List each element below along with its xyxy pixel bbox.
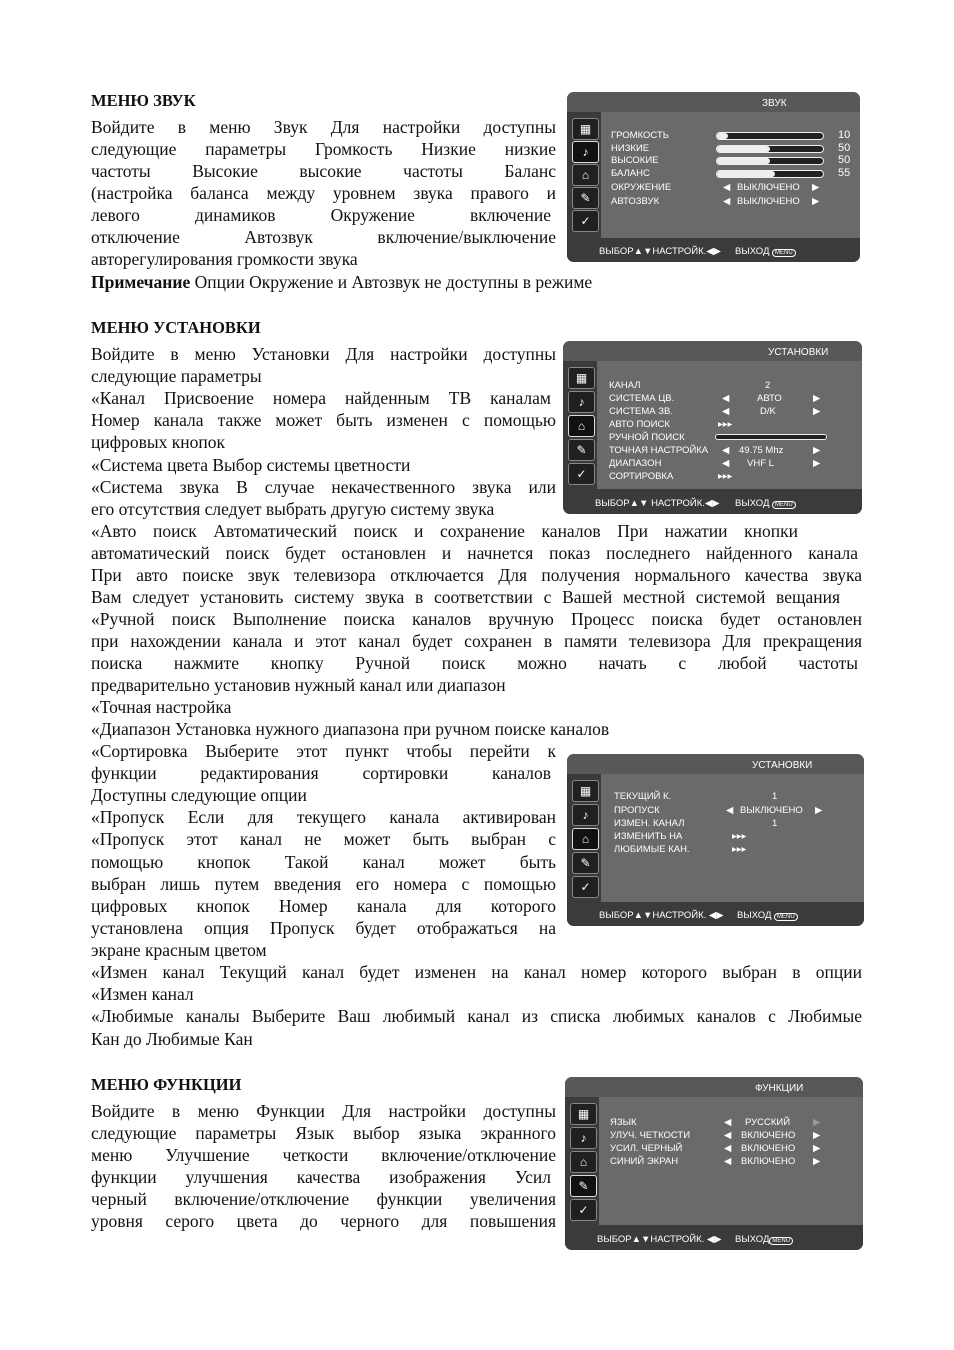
note-text: Опции Окружение и Автозвук не доступны в режиме (190, 272, 593, 292)
section-heading-sound: МЕНЮ ЗВУК (91, 91, 196, 110)
text-line: его отсутствия следует выбрать другую систему звука (91, 499, 495, 519)
up-down-arrows-icon: ▲▼ (629, 498, 649, 509)
wrench-icon: ✎ (572, 852, 599, 874)
text-line: установлена опция Пропуск будет отображаться на (91, 918, 556, 938)
text-line: отключение Автозвук включение/выключение (91, 227, 556, 247)
text-line: Доступны следующие опции (91, 785, 307, 805)
text-line: Вам следует установить систему звука в соответствии с Вашей местной системой вещания (91, 587, 840, 607)
menu-item-label: ВЫСОКИЕ (611, 155, 659, 166)
menu-item-label: СОРТИРОВКА (609, 471, 674, 482)
text-line: цифровых кнопок Номер канала для которого (91, 896, 556, 916)
music-note-icon: ♪ (570, 1127, 597, 1149)
text-line: «Канал Присвоение номера найденным ТВ каналам (91, 388, 551, 408)
arrow-right-icon: ▶ (813, 1130, 821, 1141)
picture-icon: ▦ (572, 780, 599, 802)
menu-item-label: УЛУЧ. ЧЕТКОСТИ (610, 1130, 691, 1141)
footer-select: ВЫБОР (595, 498, 630, 509)
music-note-icon: ♪ (572, 804, 599, 826)
text-line: помощью кнопок Такой канал может быть (91, 852, 556, 872)
arrow-right-icon: ▶ (813, 458, 821, 469)
footer-select: ВЫБОР (599, 910, 634, 921)
menu-item-value: 2 (765, 380, 771, 391)
text-line: следующие параметры Язык выбор языка экранного (91, 1123, 556, 1143)
menu-item-value: 55 (838, 167, 851, 179)
section-heading-setup: МЕНЮ УСТАНОВКИ (91, 318, 261, 337)
menu-item-label: СИНИЙ ЭКРАН (610, 1156, 679, 1167)
text-line: Войдите в меню Звук Для настройки доступны (91, 117, 556, 137)
menu-item-label: ИЗМЕНИТЬ НА (614, 831, 683, 842)
menu-item-label: АВТО ПОИСК (609, 419, 670, 430)
menu-item-label: ТЕКУЩИЙ К. (614, 791, 672, 802)
osd-setup-menu (563, 341, 862, 514)
checkmark-icon: ✓ (568, 463, 595, 485)
menu-item-value: ВКЛЮЧЕНО (741, 1156, 796, 1167)
footer-exit: ВЫХОД (737, 910, 772, 921)
menu-item-value: ВКЛЮЧЕНО (741, 1143, 796, 1154)
text-line: «Сортировка Выберите этот пункт чтобы перейти к (91, 741, 556, 761)
menu-item-label: ПРОПУСК (614, 805, 660, 816)
menu-title: ФУНКЦИИ (755, 1083, 804, 1094)
arrow-right-icon: ▶ (813, 1156, 821, 1167)
setup-icon: ⌂ (570, 1151, 597, 1173)
text-line: следующие параметры (91, 366, 262, 386)
text-line: «Диапазон Установка нужного диапазона при ручном поиске каналов (91, 719, 610, 739)
text-line: при нахождении канала и этот канал будет сохранен в памяти телевизора Для прекращения (91, 631, 862, 651)
triple-arrow-icon: ▸▸▸ (718, 419, 733, 430)
menu-item-label: ИЗМЕН. КАНАЛ (614, 818, 685, 829)
checkmark-icon: ✓ (570, 1199, 597, 1221)
up-down-arrows-icon: ▲▼ (631, 1234, 651, 1245)
menu-item-label: ЯЗЫК (610, 1117, 637, 1128)
osd-sound-menu (567, 92, 860, 262)
arrow-right-icon: ▶ (813, 406, 821, 417)
menu-item-value: ВКЛЮЧЕНО (741, 1130, 796, 1141)
text-line: «Система цвета Выбор системы цветности (91, 455, 411, 475)
menu-key-icon: MENU (772, 249, 796, 257)
section-heading-functions: МЕНЮ ФУНКЦИИ (91, 1075, 242, 1094)
menu-key-icon: MENU (772, 501, 796, 509)
menu-item-value: 50 (838, 142, 851, 154)
wrench-icon: ✎ (570, 1175, 597, 1197)
checkmark-icon: ✓ (572, 876, 599, 898)
left-right-arrows-icon: ◀▶ (708, 910, 724, 921)
text-line: Войдите в меню Установки Для настройки доступны (91, 344, 556, 364)
picture-icon: ▦ (570, 1103, 597, 1125)
setup-icon: ⌂ (568, 415, 595, 437)
menu-item-value: 1 (772, 818, 778, 829)
text-line: черный включение/отключение функции увеличения (91, 1189, 556, 1209)
arrow-left-icon: ◀ (724, 1156, 732, 1167)
arrow-right-icon: ▶ (815, 805, 823, 816)
menu-item-value: АВТО (757, 393, 782, 404)
text-line: выбран лишь путем введения его номера с помощью (91, 874, 556, 894)
menu-item-label: АВТОЗВУК (611, 196, 660, 207)
arrow-right-icon: ▶ (813, 393, 821, 404)
text-line: предварительно установив нужный канал или диапазон (91, 675, 506, 695)
footer-adjust: НАСТРОЙК. (650, 1234, 705, 1245)
triple-arrow-icon: ▸▸▸ (732, 844, 747, 855)
text-line: «Любимые каналы Выберите Ваш любимый канал из списка любимых каналов с Любимые (91, 1006, 862, 1026)
footer-select: ВЫБОР (599, 246, 634, 257)
text-line: «Пропуск Если для текущего канала активирован (91, 807, 556, 827)
menu-item-value: 50 (838, 154, 851, 166)
menu-item-label: ЛЮБИМЫЕ КАН. (614, 844, 690, 855)
footer-exit: ВЫХОД (735, 498, 770, 509)
menu-item-value: ВЫКЛЮЧЕНО (737, 196, 800, 207)
note-line (91, 271, 592, 293)
treble-bar (716, 157, 824, 165)
text-line: цифровых кнопок (91, 432, 225, 452)
menu-item-label: БАЛАНС (611, 168, 650, 179)
menu-item-label: ГРОМКОСТЬ (611, 130, 669, 141)
text-line: поиска нажмите кнопку Ручной поиск можно начать с любой частоты (91, 653, 858, 673)
menu-key-icon: MENU (774, 913, 798, 921)
menu-key-icon: MENU (769, 1237, 793, 1245)
triple-arrow-icon: ▸▸▸ (718, 471, 733, 482)
text-line: «Пропуск этот канал не может быть выбран с (91, 829, 556, 849)
menu-item-label: КАНАЛ (609, 380, 641, 391)
arrow-left-icon: ◀ (724, 1143, 732, 1154)
up-down-arrows-icon: ▲▼ (633, 246, 653, 257)
left-right-arrows-icon: ◀▶ (704, 498, 720, 509)
picture-icon: ▦ (572, 118, 599, 140)
music-note-icon: ♪ (568, 391, 595, 413)
menu-item-label: ДИАПАЗОН (609, 458, 662, 469)
osd-functions-menu (565, 1077, 863, 1250)
arrow-right-icon: ▶ (812, 182, 820, 193)
text-line: «Авто поиск Автоматический поиск и сохранение каналов При нажатии кнопки (91, 521, 798, 541)
bass-bar (716, 145, 824, 153)
note-label: Примечание (91, 272, 191, 292)
arrow-left-icon: ◀ (723, 196, 731, 207)
menu-item-value: D/K (760, 406, 776, 417)
menu-item-value: 10 (838, 129, 851, 141)
picture-icon: ▦ (568, 367, 595, 389)
arrow-left-icon: ◀ (722, 445, 730, 456)
text-line: Номер канала также может быть изменен с помощью (91, 410, 556, 430)
arrow-left-icon: ◀ (722, 393, 730, 404)
footer-adjust: НАСТРОЙК. (652, 910, 707, 921)
text-line: частоты Высокие высокие частоты Баланс (91, 161, 556, 181)
menu-title: ЗВУК (762, 98, 787, 109)
text-line: «Ручной поиск Выполнение поиска каналов вручную Процесс поиска будет остановлен (91, 609, 862, 629)
arrow-right-icon: ▶ (813, 1143, 821, 1154)
menu-item-label: УСИЛ. ЧЕРНЫЙ (610, 1143, 683, 1154)
wrench-icon: ✎ (572, 187, 599, 209)
music-note-icon: ♪ (572, 141, 599, 163)
text-line: экране красным цветом (91, 940, 267, 960)
text-line: следующие параметры Громкость Низкие низкие (91, 139, 556, 159)
text-line: При авто поиске звук телевизора отключается Для получения нормального качества звука (91, 565, 862, 585)
menu-item-label: ОКРУЖЕНИЕ (611, 182, 672, 193)
balance-bar (716, 170, 824, 178)
menu-item-value: 1 (772, 791, 778, 802)
arrow-right-icon: ▶ (812, 196, 820, 207)
text-line: меню Улучшение четкости включение/отключение (91, 1145, 556, 1165)
arrow-left-icon: ◀ (723, 182, 731, 193)
text-line: «Точная настройка (91, 697, 232, 717)
setup-icon: ⌂ (572, 828, 599, 850)
text-line: функции редактирования сортировки каналов (91, 763, 551, 783)
arrow-left-icon: ◀ (726, 805, 734, 816)
arrow-left-icon: ◀ (722, 458, 730, 469)
text-line: «Система звука В случае некачественного звука или (91, 477, 556, 497)
text-line: авторегулирования громкости звука (91, 249, 358, 269)
up-down-arrows-icon: ▲▼ (633, 910, 653, 921)
left-right-arrows-icon: ◀▶ (706, 1234, 722, 1245)
manual-search-bar (715, 434, 827, 440)
osd-sort-menu (567, 754, 864, 926)
menu-item-value: ВЫКЛЮЧЕНО (737, 182, 800, 193)
arrow-left-icon: ◀ (724, 1117, 732, 1128)
footer-adjust: НАСТРОЙК. (652, 246, 707, 257)
text-line: функции улучшения качества изображения Усил (91, 1167, 551, 1187)
text-line: автоматический поиск будет остановлен и начнется показ последнего найденного канала (91, 543, 858, 563)
menu-item-label: РУЧНОЙ ПОИСК (609, 432, 685, 443)
menu-item-label: СИСТЕМА ЗВ. (609, 406, 673, 417)
arrow-right-icon: ▶ (813, 1117, 821, 1128)
menu-item-label: ТОЧНАЯ НАСТРОЙКА (609, 445, 709, 456)
menu-item-value: 49.75 Mhz (739, 445, 784, 456)
menu-item-value: ВЫКЛЮЧЕНО (740, 805, 803, 816)
text-line: «Измен канал Текущий канал будет изменен на канал номер которого выбран в опции (91, 962, 862, 982)
arrow-right-icon: ▶ (813, 445, 821, 456)
footer-adjust: НАСТРОЙК. (651, 498, 705, 509)
wrench-icon: ✎ (568, 439, 595, 461)
text-line: Кан до Любимые Кан (91, 1029, 253, 1049)
checkmark-icon: ✓ (572, 210, 599, 232)
left-right-arrows-icon: ◀▶ (706, 246, 721, 257)
menu-item-value: РУССКИЙ (745, 1117, 791, 1128)
text-line: уровня серого цвета до черного для повышения (91, 1211, 556, 1231)
menu-item-label: СИСТЕМА ЦВ. (609, 393, 675, 404)
setup-icon: ⌂ (572, 164, 599, 186)
footer-select: ВЫБОР (597, 1234, 632, 1245)
footer-exit: ВЫХОД (735, 246, 770, 257)
triple-arrow-icon: ▸▸▸ (732, 831, 747, 842)
arrow-left-icon: ◀ (722, 406, 730, 417)
footer-exit: ВЫХОД (735, 1234, 770, 1245)
text-line: левого динамиков Окружение включение (91, 205, 551, 225)
menu-title: УСТАНОВКИ (752, 760, 813, 771)
text-line: «Измен канал (91, 984, 194, 1004)
menu-item-label: НИЗКИЕ (611, 143, 650, 154)
text-line: (настройка баланса между уровнем звука правого и (91, 183, 556, 203)
menu-title: УСТАНОВКИ (768, 347, 829, 358)
volume-bar (716, 132, 824, 140)
menu-item-value: VHF L (747, 458, 774, 469)
arrow-left-icon: ◀ (724, 1130, 732, 1141)
text-line: Войдите в меню Функции Для настройки доступны (91, 1101, 556, 1121)
